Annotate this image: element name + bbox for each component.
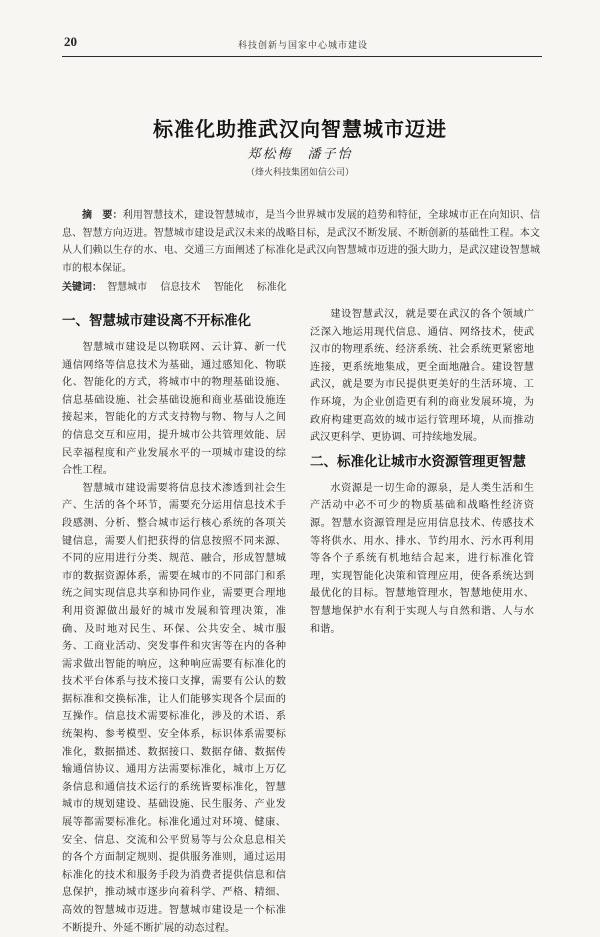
section-1-paragraph-1: 智慧城市建设是以物联网、云计算、新一代通信网络等信息技术为基础，通过感知化、物联化、智能化的方式，将城市中的物理基础设施、信息基础设施、社会基础设施和商业基础设施连接起来，智能化的方式支持物与物、物与人之间的信息交互和应用，提升城市公共管理效能、居民幸福程度和产业发展水平的一项城市建设的综合性工程。 (62, 342, 286, 477)
header-rule (62, 56, 542, 57)
section-1-heading: 一、智慧城市建设离不开标准化 (62, 313, 251, 329)
section-1-paragraph-3: 建设智慧武汉，就是要在武汉的各个领域广泛深入地运用现代信息、通信、网络技术，使武汉市的物理系统、经济系统、社会系统更紧密地连接，更系统地集成，更全面地融合。建设智慧武汉，就是要为市民提供更美好的生活环境、工作环境，为企业创造更有利的商业发展环境，为政府构建更高效的城市运行管理环境，从而推动武汉更科学、更协调、可持续地发展。 (310, 309, 534, 444)
paper-title: 标准化助推武汉向智慧城市迈进 (153, 117, 447, 142)
running-head: 科技创新与国家中心城市建设 (238, 41, 369, 51)
authors: 郑松梅 潘子怡 (247, 147, 353, 162)
page-number: 20 (64, 34, 77, 49)
section-2-paragraph-1: 水资源是一切生命的源泉，是人类生活和生产活动中必不可少的物质基础和战略性经济资源。智慧水资源管理是应用信息技术、传感技术等将供水、用水、排水、节约用水、污水再利用等各个子系统有机地结合起来，进行标准化管理，实现智能化决策和管理应用，使各系统达到最优化的目标。智慧地管理水，智慧地使用水、智慧地保护水有利于实现人与自然和谐、人与水和谐。 (310, 482, 534, 635)
abstract-text: 利用智慧技术，建设智慧城市，是当今世界城市发展的趋势和特征，全球城市正在向知识、信息、智慧方向迈进。智慧城市建设是武汉未来的战略目标，是武汉不断发展、不断创新的基础性工程。本文从人们赖以生存的水、电、交通三方面阐述了标准化是武汉向智慧城市迈进的强大助力，是武汉建设智慧城市的根本保证。 (62, 210, 541, 274)
section-2-heading: 二、标准化让城市水资源管理更智慧 (310, 453, 526, 470)
section-1-paragraph-2: 智慧城市建设需要将信息技术渗透到社会生产、生活的各个环节，需要充分运用信息技术手段感测、分析、整合城市运行核心系统的各项关键信息，需要人们把获得的信息按照不同来源、不同的应用进行分类、规范、融合，形成智慧城市的数据资源体系，需要在城市的不同部门和系统之间实现信息共享和协同作业，需要更合理地利用资源做出最好的城市发展和管理决策，准确、及时地对民生、环保、公共安全、城市服务、工商业活动、突发事件和灾害等在内的各种需求做出智能的响应，这种响应需要有标准化的技术平台体系与技术接口支撑，需要有公认的数据标准和交换标准，让人们能够实现各个层面的互操作。信息技术需要标准化，涉及的术语、系统架构、参考模型、安全体系，标识体系需要标准化，数据描述、数据接口、数据存储、数据传输通信协议、通用方法需要标准化，城市上万亿条信息和通信技术运行的系统皆要标准化，智慧城市的规划建设、基础设施、民生服务、产业发展等都需要标准化。标准化通过对环境、健康、安全、信息、交流和公平贸易等与公众息息相关的各个方面制定规则、提供服务准则，通过运用标准化的技术和服务手段为消费者提供信息和信息保护，推动城市逐步向着科学、严格、精细、高效的智慧城市迈进。智慧城市建设是一个标准不断提升、外延不断扩展的动态过程。 (62, 482, 286, 934)
keyword-item: 标准化 (256, 282, 287, 293)
body-column-left (62, 306, 286, 937)
abstract (62, 207, 540, 277)
keywords (62, 278, 540, 293)
abstract-label: 摘 要： (82, 210, 123, 221)
body-column-right (310, 306, 534, 638)
keywords-label: 关键词： (62, 282, 102, 293)
keyword-item: 信息技术 (160, 282, 201, 293)
affiliation: （烽火科技集团如信公司） (245, 168, 354, 178)
keyword-item: 智慧城市 (107, 282, 148, 293)
keyword-item: 智能化 (213, 282, 244, 293)
